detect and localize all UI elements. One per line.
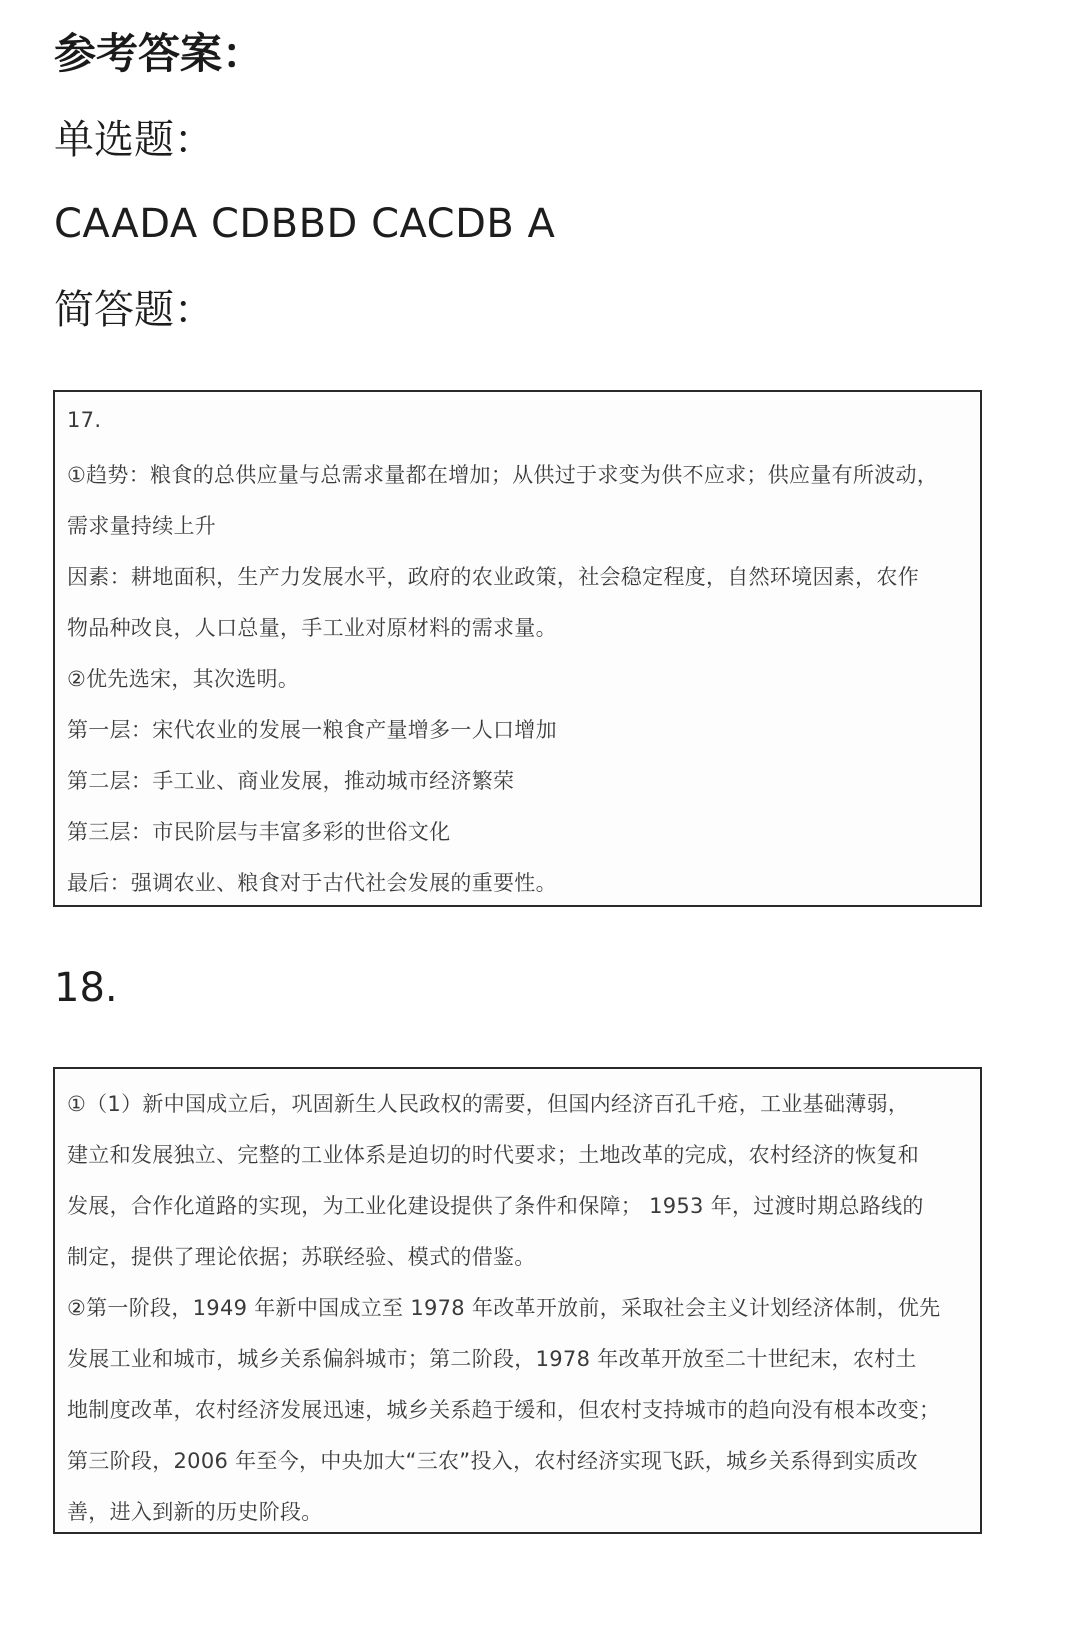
q17-line: ①趋势：粮食的总供应量与总需求量都在增加；从供过于求变为供不应求；供应量有所波动，	[67, 463, 939, 487]
q17-line: 第一层：宋代农业的发展一粮食产量增多一人口增加	[67, 718, 557, 742]
q18-line: ①（1）新中国成立后，巩固新生人民政权的需要，但国内经济百孔千疮，工业基础薄弱，	[67, 1092, 910, 1116]
q18-line: 建立和发展独立、完整的工业体系是迫切的时代要求；土地改革的完成，农村经济的恢复和	[67, 1143, 919, 1167]
single-choice-answers: CAADA CDBBD CACDB A	[54, 201, 556, 247]
question-18-number: 18.	[54, 965, 118, 1011]
short-answer-label: 简答题：	[54, 287, 214, 333]
q18-line: 第三阶段，2006 年至今，中央加大“三农”投入，农村经济实现飞跃，城乡关系得到实质改	[67, 1449, 918, 1473]
q17-line: 第二层：手工业、商业发展，推动城市经济繁荣	[67, 769, 515, 793]
q17-line: 第三层：市民阶层与丰富多彩的世俗文化	[67, 820, 451, 844]
q17-line: 物品种改良，人口总量，手工业对原材料的需求量。	[67, 616, 557, 640]
question-17-answer-box	[53, 390, 982, 907]
q17-line: 最后：强调农业、粮食对于古代社会发展的重要性。	[67, 871, 557, 895]
q18-line: ②第一阶段，1949 年新中国成立至 1978 年改革开放前，采取社会主义计划经济体制，优先	[67, 1296, 941, 1320]
question-18-answer-box	[53, 1067, 982, 1534]
page-heading: 参考答案：	[54, 29, 265, 78]
q17-number: 17.	[67, 408, 102, 432]
q18-line: 地制度改革，农村经济发展迅速，城乡关系趋于缓和，但农村支持城市的趋向没有根本改变；	[67, 1398, 941, 1422]
q18-line: 发展工业和城市，城乡关系偏斜城市；第二阶段，1978 年改革开放至二十世纪末，农村土	[67, 1347, 917, 1371]
q18-line: 善，进入到新的历史阶段。	[67, 1500, 323, 1524]
q17-line: 需求量持续上升	[67, 514, 217, 538]
q18-line: 发展，合作化道路的实现，为工业化建设提供了条件和保障； 1953 年，过渡时期总路线的	[67, 1194, 924, 1218]
q17-line: 因素：耕地面积，生产力发展水平，政府的农业政策，社会稳定程度，自然环境因素，农作	[67, 565, 919, 589]
q17-line: ②优先选宋，其次选明。	[67, 667, 300, 691]
single-choice-label: 单选题：	[54, 117, 214, 163]
q18-line: 制定，提供了理论依据；苏联经验、模式的借鉴。	[67, 1245, 536, 1269]
